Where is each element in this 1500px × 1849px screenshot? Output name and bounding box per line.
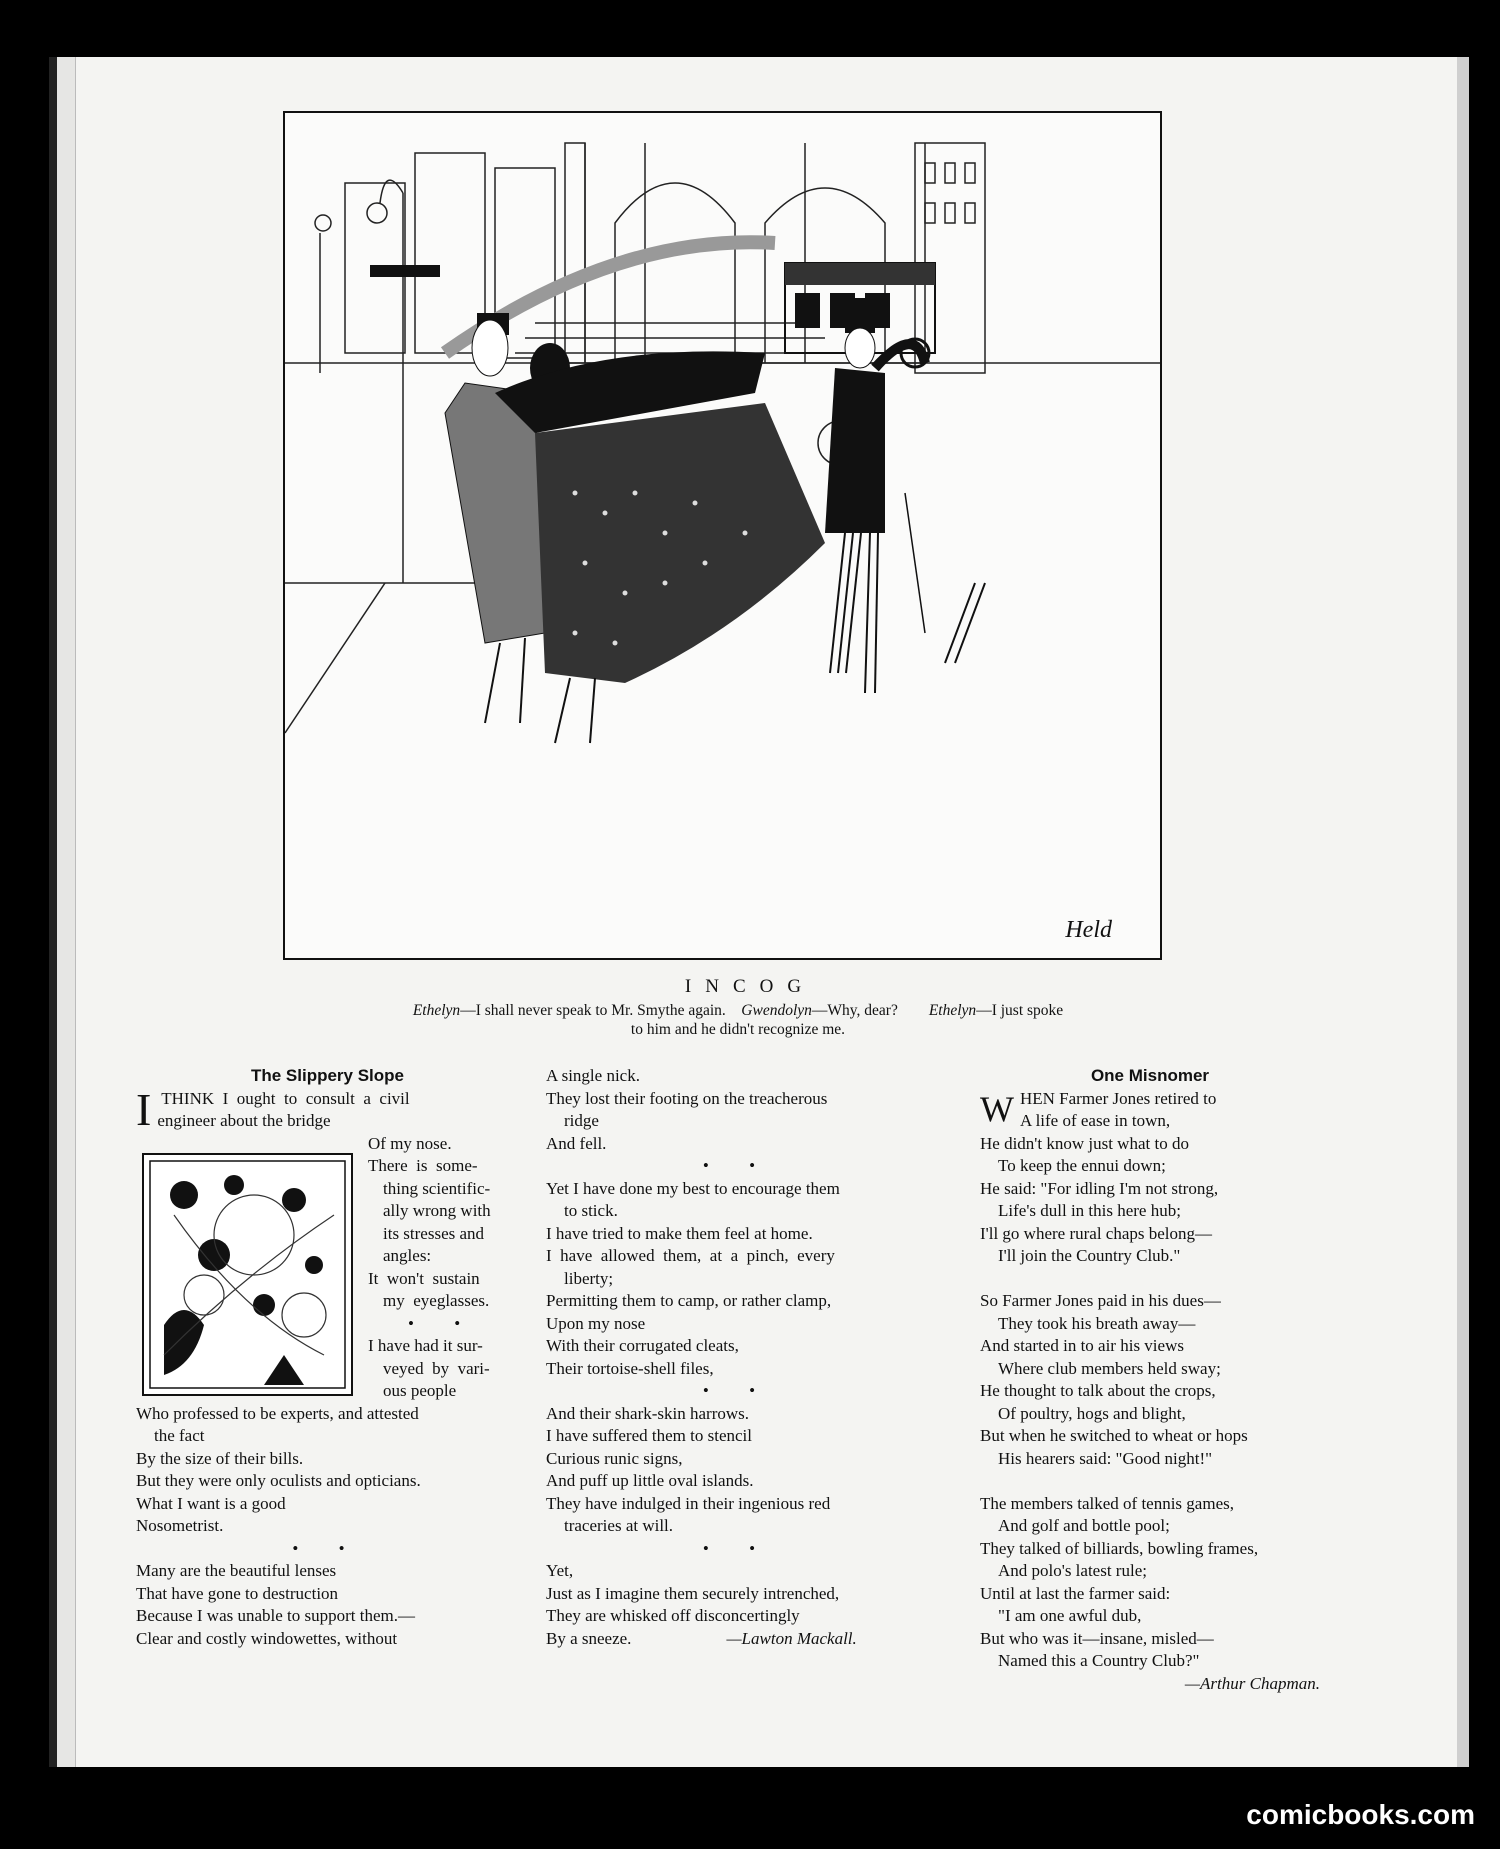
caption-line: —I just spoke: [976, 1002, 1064, 1019]
poem-line: What I want is a good: [136, 1493, 286, 1513]
poem-line: And started in to air his views: [980, 1336, 1184, 1355]
poem-line: Life's dull in this here hub;: [998, 1201, 1181, 1220]
cartoon-title: INCOG: [684, 976, 816, 997]
drop-cap: W: [980, 1088, 1014, 1129]
nose-vignette-illustration: [142, 1153, 353, 1396]
opening-lines: [136, 1083, 519, 1135]
poem-line: And golf and bottle pool;: [998, 1516, 1170, 1535]
poem-line: But who was it—insane, misled—: [980, 1628, 1214, 1648]
caption-speaker: Ethelyn: [412, 1002, 461, 1019]
caption-speaker: Ethelyn: [928, 1002, 977, 1019]
poem-line: And fell.: [546, 1133, 607, 1153]
poem-line: Curious runic signs,: [546, 1448, 683, 1468]
page-edge: [1457, 57, 1469, 1767]
poem-line: They took his breath away—: [998, 1313, 1196, 1333]
poem-line: I'll go where rural chaps belong—: [980, 1223, 1213, 1243]
drop-cap: I: [136, 1083, 152, 1135]
poem-line: I have allowed them, at a pinch, every: [546, 1246, 835, 1265]
poem-line: They are whisked off disconcertingly: [546, 1606, 800, 1625]
poem-line: I have had it sur-: [368, 1336, 483, 1355]
poem-line: engineer about the bridge: [157, 1111, 331, 1130]
poem-line: But when he switched to wheat or hops: [980, 1426, 1248, 1445]
poem-line: And their shark-skin harrows.: [546, 1403, 750, 1423]
poem-line: THINK I ought to consult a civil: [157, 1088, 410, 1108]
vignette-drawing: [144, 1155, 351, 1394]
poem-line-with-author: [546, 1628, 930, 1651]
poem-author: —Arthur Chapman.: [1184, 1673, 1320, 1693]
poem-line: Because I was unable to support them.—: [136, 1606, 416, 1625]
poem-line: Until at last the farmer said:: [980, 1583, 1171, 1603]
poem-line: He said: "For idling I'm not strong,: [980, 1178, 1219, 1198]
cartoon-caption: [328, 1001, 1148, 1039]
poem-line: Yet,: [546, 1561, 574, 1580]
poem-line: angles:: [383, 1246, 432, 1265]
caption-line: to him and he didn't recognize me.: [630, 1021, 846, 1038]
cartoon-illustration: [283, 111, 1162, 960]
caption-speaker: Gwendolyn: [741, 1002, 812, 1019]
stanza-gap: [980, 1268, 1320, 1291]
stanza-gap: [980, 1470, 1320, 1493]
poem-line: He didn't know just what to do: [980, 1133, 1189, 1153]
poem-line: It won't sustain: [368, 1268, 480, 1288]
poem-line: ridge: [564, 1111, 599, 1130]
poem-line: There is some-: [368, 1156, 478, 1175]
page-gutter: [57, 57, 76, 1767]
section-break: • •: [702, 1538, 774, 1558]
poem-line: I have suffered them to stencil: [546, 1426, 752, 1445]
poem-title: The Slippery Slope: [250, 1066, 405, 1085]
poem-line: By the size of their bills.: [136, 1448, 304, 1468]
poem-line: Their tortoise-shell files,: [546, 1358, 714, 1378]
poem-line: Where club members held sway;: [998, 1358, 1221, 1378]
poem-line: With their corrugated cleats,: [546, 1336, 739, 1355]
wrapped-lines: [368, 1133, 519, 1403]
poem-line: Who professed to be experts, and attested: [136, 1403, 419, 1423]
poem-line: Many are the beautiful lenses: [136, 1561, 337, 1580]
poem-line: Yet I have done my best to encourage them: [546, 1178, 840, 1198]
poem-line: And puff up little oval islands.: [546, 1471, 754, 1490]
section-break: • •: [408, 1313, 479, 1333]
poem-line: Clear and costly windowettes, without: [136, 1628, 398, 1648]
opening-lines: [980, 1088, 1320, 1133]
poem-line: ous people: [383, 1381, 457, 1400]
poem-line: That have gone to destruction: [136, 1583, 339, 1603]
caption-line: —Why, dear?: [811, 1002, 898, 1019]
poem-line: And polo's latest rule;: [998, 1561, 1147, 1580]
poem-line: Named this a Country Club?": [998, 1651, 1200, 1670]
poem-line: my eyeglasses.: [383, 1291, 490, 1310]
poem-line: The members talked of tennis games,: [980, 1493, 1234, 1513]
binding-spine: [49, 57, 57, 1767]
poem-line: the fact: [154, 1426, 205, 1445]
poem-line: A single nick.: [546, 1066, 640, 1085]
poem-line: So Farmer Jones paid in his dues—: [980, 1291, 1221, 1310]
poem-line: To keep the ennui down;: [998, 1156, 1166, 1175]
poem-line: HEN Farmer Jones retired to: [1019, 1088, 1217, 1108]
poem-line: ally wrong with: [383, 1201, 491, 1220]
poem-one-misnomer: [980, 1065, 1320, 1695]
poem-line: Nosometrist.: [136, 1516, 224, 1535]
poem-title: One Misnomer: [1090, 1066, 1210, 1085]
poem-line: They lost their footing on the treacherous: [546, 1088, 828, 1108]
section-break: • •: [702, 1381, 774, 1400]
poem-line: to stick.: [564, 1201, 618, 1220]
poem-line: I have tried to make them feel at home.: [546, 1223, 813, 1243]
poem-line: They talked of billiards, bowling frames,: [980, 1538, 1259, 1558]
poem-line: Upon my nose: [546, 1313, 646, 1333]
poem-line: liberty;: [564, 1268, 614, 1288]
poem-line: But they were only oculists and opticians.: [136, 1471, 421, 1490]
caption-line: —I shall never speak to Mr. Smythe again.: [460, 1002, 726, 1019]
artist-signature: Held: [1065, 917, 1112, 943]
poem-line: He thought to talk about the crops,: [980, 1381, 1216, 1400]
watermark-logo: comicbooks.com: [1246, 1799, 1475, 1830]
poem-line: thing scientific-: [383, 1178, 491, 1198]
poem-line: His hearers said: "Good night!": [998, 1448, 1213, 1468]
street-scene-drawing: [285, 113, 1160, 958]
poem-line: traceries at will.: [564, 1516, 674, 1535]
poem-line: "I am one awful dub,: [998, 1606, 1142, 1625]
poem-line: A life of ease in town,: [1019, 1111, 1171, 1130]
section-break: • •: [702, 1156, 774, 1175]
poem-line: By a sneeze.: [546, 1628, 632, 1648]
poem-line: Of poultry, hogs and blight,: [998, 1403, 1186, 1423]
poem-line: veyed by vari-: [383, 1358, 490, 1378]
poem-line: They have indulged in their ingenious red: [546, 1493, 831, 1513]
poem-line: Of my nose.: [368, 1133, 452, 1153]
poem-author: —Lawton Mackall.: [726, 1628, 857, 1648]
poem-line: Permitting them to camp, or rather clamp,: [546, 1291, 832, 1310]
poem-line: its stresses and: [383, 1223, 485, 1243]
poem-slippery-slope-continued: [546, 1065, 930, 1650]
poem-line: I'll join the Country Club.": [998, 1246, 1181, 1265]
section-break: • •: [292, 1538, 363, 1558]
poem-line: Just as I imagine them securely intrenched,: [546, 1583, 840, 1603]
